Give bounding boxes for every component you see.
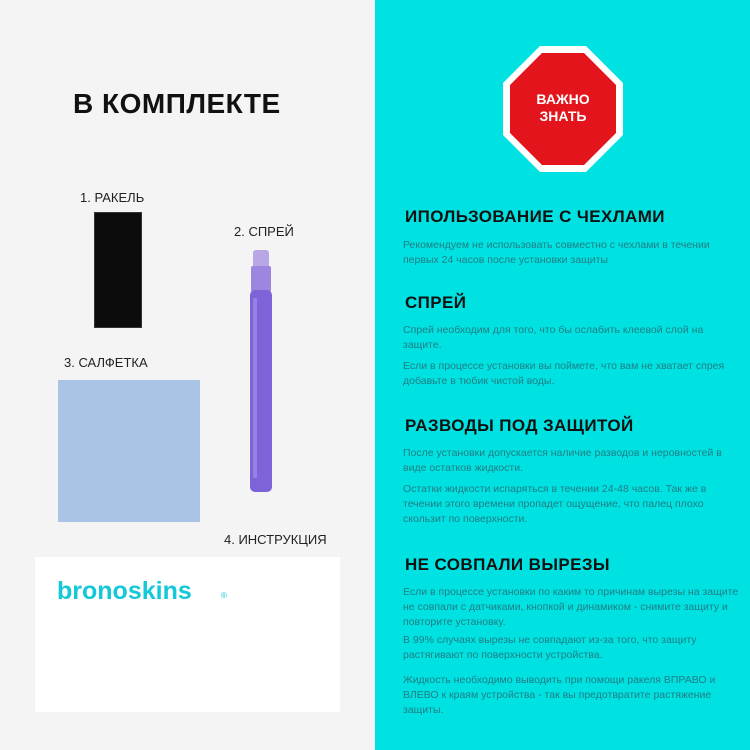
item-label-squeegee: 1. РАКЕЛЬ — [80, 190, 145, 205]
heading-spray: СПРЕЙ — [405, 293, 467, 312]
spray-image — [244, 248, 278, 498]
heading-cases: ИПОЛЬЗОВАНИЕ С ЧЕХЛАМИ — [405, 207, 665, 226]
cloth-image — [58, 380, 200, 522]
kit-title: В КОМПЛЕКТЕ — [73, 88, 281, 119]
manual-card — [35, 557, 340, 712]
paragraph: Жидкость необходимо выводить при помощи ракеля ВПРАВО и ВЛЕВО к краям устройства - так вы предотвратите растяжение защиты. — [403, 674, 716, 716]
paragraph: Если в процессе установки по каким то причинам вырезы на защите не совпали с датчиками, кнопкой и динамиком - снимите защиту и повторите установку. — [403, 586, 739, 628]
brand-logo: bronoskins — [57, 577, 192, 605]
paragraph: Спрей необходим для того, что бы ослабить клеевой слой на защите. — [403, 324, 704, 351]
badge-line-1: ВАЖНО — [536, 91, 590, 107]
heading-cutouts: НЕ СОВПАЛИ ВЫРЕЗЫ — [405, 555, 610, 574]
item-label-cloth: 3. САЛФЕТКА — [64, 355, 148, 370]
squeegee-image — [94, 212, 142, 328]
heading-streaks: РАЗВОДЫ ПОД ЗАЩИТОЙ — [405, 416, 634, 435]
important-panel — [375, 0, 750, 750]
paragraph: Если в процессе установки вы поймете, что вам не хватает спрея добавьте в тюбик чистой воды. — [403, 360, 725, 387]
paragraph: Остатки жидкости испаряться в течении 24-48 часов. Так же в течении этого времени пропадет ощущение, что палец плохо скользит по поверхности. — [403, 483, 707, 525]
badge-text — [500, 91, 626, 125]
item-label-spray: 2. СПРЕЙ — [234, 224, 294, 239]
paragraph: Рекомендуем не использовать совместно с чехлами в течении первых 24 часов после установки защиты — [403, 239, 710, 266]
brand-mark: ® — [221, 591, 227, 600]
paragraph: После установки допускается наличие разводов и неровностей в виде остатков жидкости. — [403, 447, 722, 474]
paragraph: В 99% случаях вырезы не совпадают из-за того, что защиту растягивают по поверхности устройства. — [403, 634, 697, 661]
item-label-manual: 4. ИНСТРУКЦИЯ — [224, 532, 327, 547]
badge-line-2: ЗНАТЬ — [539, 108, 587, 124]
